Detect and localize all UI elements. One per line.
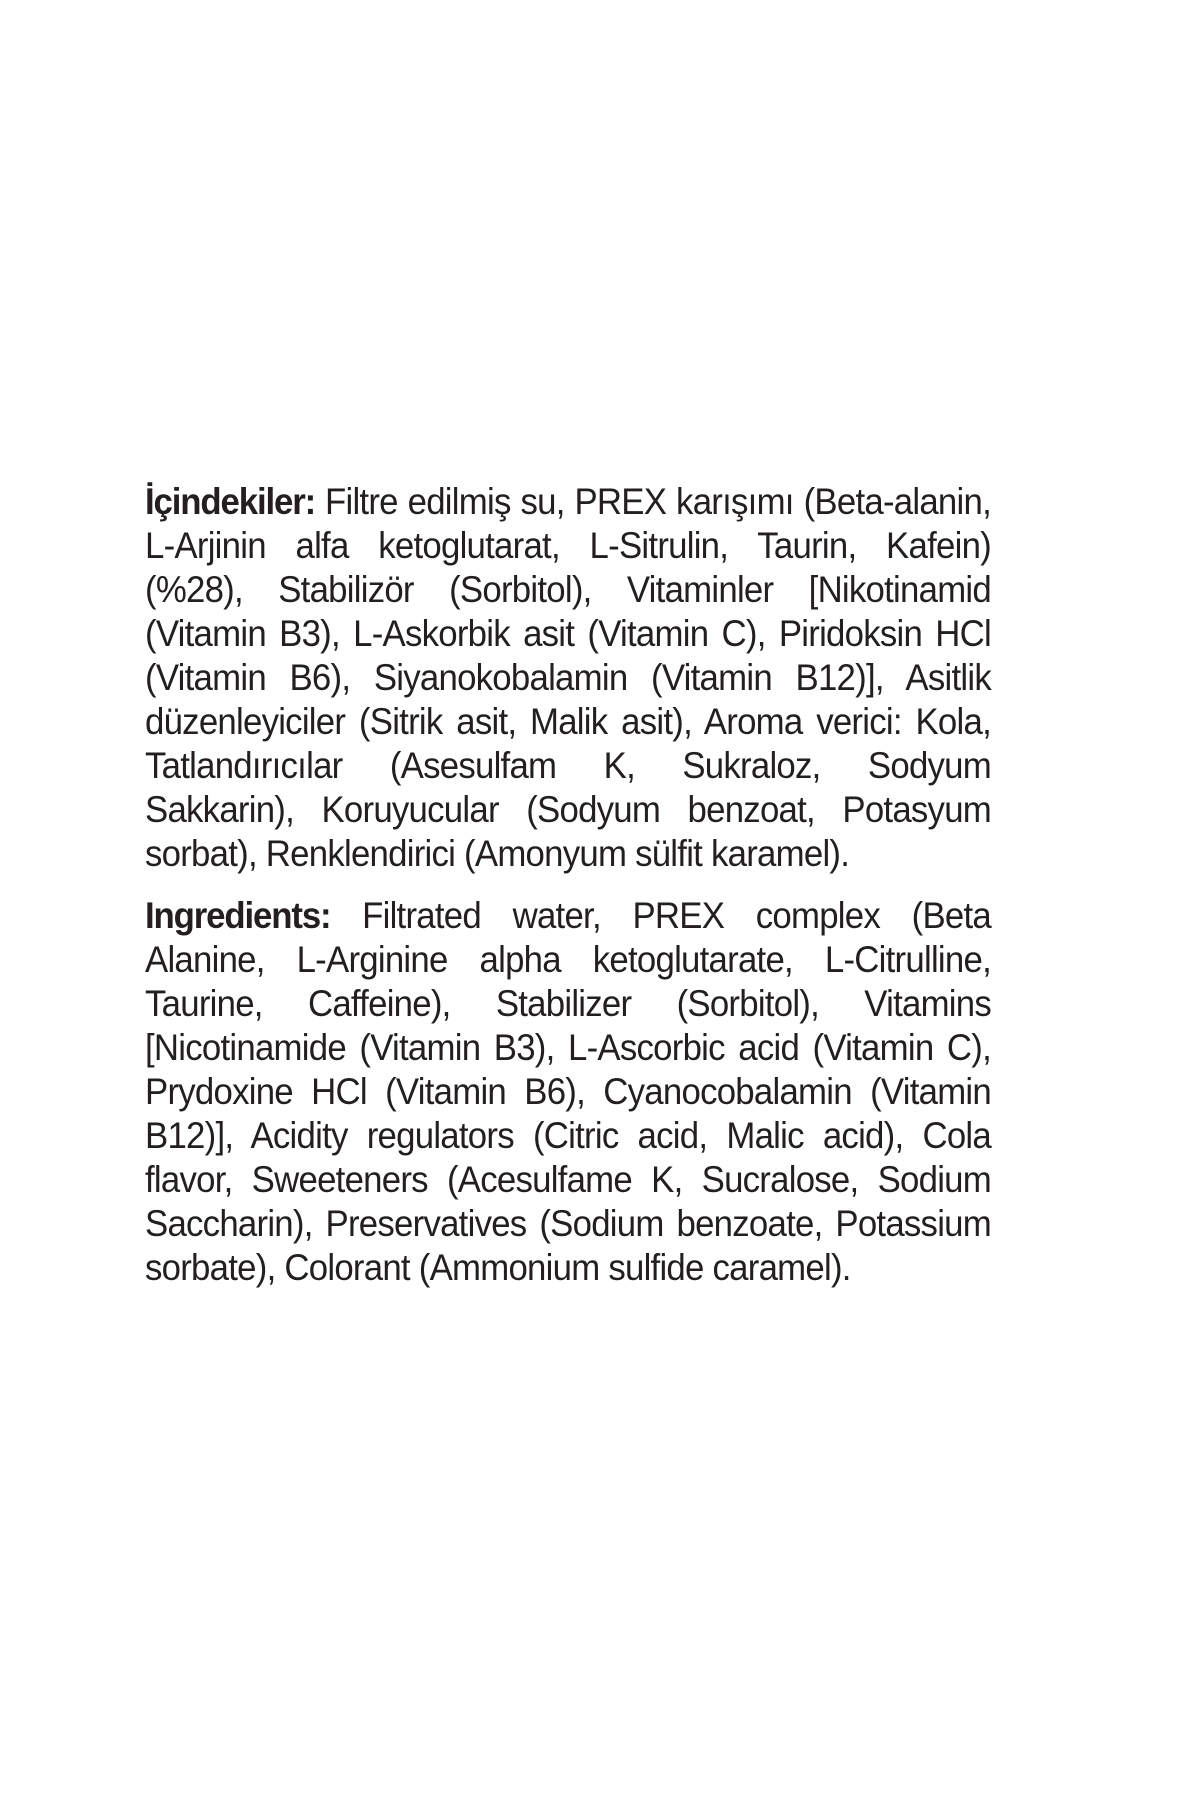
ingredients-text-english: Filtrated water, PREX complex (Beta Alanine, L-Arginine alpha ketoglutarate, L-Citrulline, Taurine, Caffeine), Stabilizer (Sorbitol), Vitamins [Nicotinamide (Vitamin B3), L-Ascorbic acid (Vitamin C), Prydoxine HCl (Vitamin B6), Cyanocobalamin (Vitamin B12)], Acidity regulators (Citric acid, Malic acid), Cola flavor, Sweeteners (Acesulfame K, Sucralose, Sodium Saccharin), Preservatives (Sodium benzoate, Potassium sorbate), Colorant (Ammonium sulfide caramel). — [145, 895, 992, 1288]
ingredients-english — [145, 894, 991, 1290]
ingredients-heading-english: Ingredients: — [145, 895, 331, 936]
ingredients-turkish — [145, 480, 991, 876]
ingredients-heading-turkish: İçindekiler: — [145, 481, 316, 522]
ingredients-text-turkish: Filtre edilmiş su, PREX karışımı (Beta-alanin, L-Arjinin alfa ketoglutarat, L-Sitrulin, Taurin, Kafein) (%28), Stabilizör (Sorbitol), Vitaminler [Nikotinamid (Vitamin B3), L-Askorbik asit (Vitamin C), Piridoksin HCl (Vitamin B6), Siyanokobalamin (Vitamin B12)], Asitlik düzenleyiciler (Sitrik asit, Malik asit), Aroma verici: Kola, Tatlandırıcılar (Asesulfam K, Sukraloz, Sodyum Sakkarin), Koruyucular (Sodyum benzoat, Potasyum sorbat), Renklendirici (Amonyum sülfit karamel). — [145, 481, 992, 874]
ingredients-label — [145, 480, 991, 1290]
